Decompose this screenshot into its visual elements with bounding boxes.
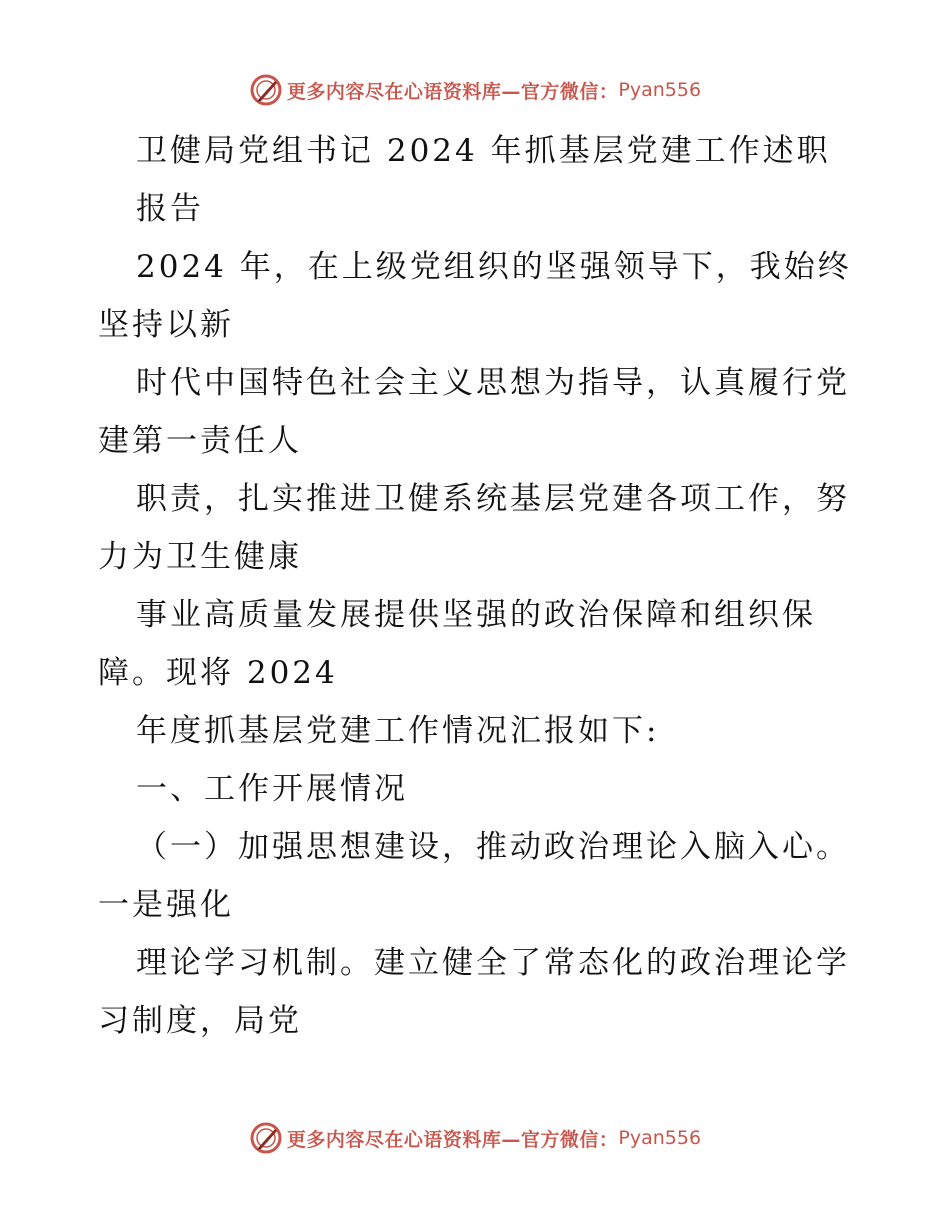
document-body: [98, 122, 858, 1050]
document-line: 习制度，局党: [98, 1003, 302, 1039]
section-heading: 一、工作开展情况: [136, 771, 408, 807]
watermark-text: 更多内容尽在心语资料库—官方微信：: [286, 80, 619, 103]
subsection-heading: （一）加强思想建设，推动政治理论入脑入心。: [136, 829, 850, 865]
document-line: 报告: [136, 191, 204, 227]
watermark-wechat-id: Pyan556: [618, 79, 702, 101]
document-line: 障。现将 2024: [98, 655, 338, 691]
document-line: 卫健局党组书记 2024 年抓基层党建工作述职: [136, 133, 831, 169]
document-line: 力为卫生健康: [98, 539, 302, 575]
document-line: 时代中国特色社会主义思想为指导，认真履行党: [136, 365, 850, 401]
document-line: 建第一责任人: [98, 423, 302, 459]
document-line: 坚持以新: [98, 307, 234, 343]
red-quill-seal-icon: [249, 73, 283, 107]
red-quill-seal-icon: [249, 1121, 283, 1155]
document-line: 事业高质量发展提供坚强的政治保障和组织保: [136, 597, 816, 633]
watermark-text: 更多内容尽在心语资料库—官方微信：: [286, 1128, 619, 1151]
watermark-banner-top: [0, 70, 950, 110]
watermark-wechat-id: Pyan556: [618, 1127, 702, 1149]
document-line: 职责，扎实推进卫健系统基层党建各项工作，努: [136, 481, 850, 517]
watermark-banner-bottom: [0, 1118, 950, 1158]
document-line: 一是强化: [98, 887, 234, 923]
document-line: 年度抓基层党建工作情况汇报如下:: [136, 713, 660, 749]
document-line: 理论学习机制。建立健全了常态化的政治理论学: [136, 945, 850, 981]
document-line: 2024 年，在上级党组织的坚强领导下，我始终: [136, 249, 852, 285]
